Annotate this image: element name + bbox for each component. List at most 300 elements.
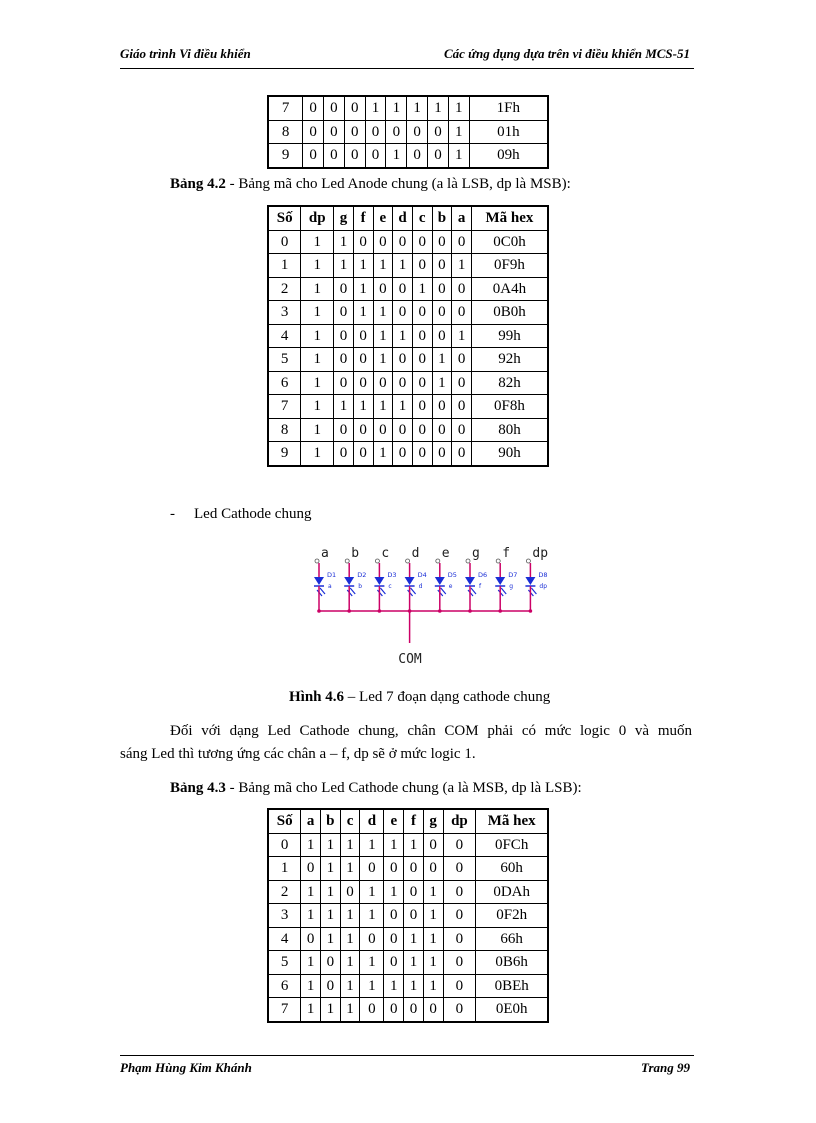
table-row bbox=[268, 230, 548, 254]
table-cell: 1 bbox=[373, 324, 393, 348]
table-cell: 90h bbox=[471, 442, 548, 466]
table-cell: 0 bbox=[407, 120, 428, 144]
table-cell: 0C0h bbox=[471, 230, 548, 254]
table-cell: 1 bbox=[384, 974, 404, 998]
table-cell: 1 bbox=[373, 301, 393, 325]
table-cell: 0 bbox=[384, 951, 404, 975]
table-4-2 bbox=[267, 205, 549, 467]
table-cell: 0 bbox=[365, 120, 386, 144]
table-cell: 0FCh bbox=[476, 833, 548, 857]
table-4-2-caption bbox=[170, 176, 571, 193]
bullet-dash: - bbox=[170, 506, 175, 522]
table-row bbox=[268, 974, 548, 998]
table-cell: 0F9h bbox=[471, 254, 548, 278]
table-row bbox=[268, 395, 548, 419]
diode-seg-label: dp bbox=[539, 583, 548, 590]
table-row bbox=[268, 96, 548, 120]
light-arrow bbox=[320, 588, 325, 594]
table-cell: 0B6h bbox=[476, 951, 548, 975]
table-cell: 1 bbox=[340, 951, 360, 975]
led-diode-icon bbox=[344, 577, 354, 585]
table-cell: 0 bbox=[432, 277, 452, 301]
led-diode-icon bbox=[495, 577, 505, 585]
figure-label: Hình 4.6 bbox=[289, 689, 345, 705]
table-row bbox=[268, 904, 548, 928]
table-cell: 1 bbox=[334, 254, 354, 278]
table-cell: 0 bbox=[393, 301, 413, 325]
table-cell: 1 bbox=[301, 371, 334, 395]
caption-text: - Bảng mã cho Led Cathode chung (a là MSB, dp là LSB): bbox=[225, 780, 582, 796]
table-cell: 0 bbox=[353, 230, 373, 254]
light-arrow bbox=[380, 588, 385, 594]
com-label: COM bbox=[398, 652, 422, 667]
table-cell: 8 bbox=[268, 120, 303, 144]
led-diode-icon bbox=[465, 577, 475, 585]
led-diode-icon bbox=[374, 577, 384, 585]
table-cell: 1 bbox=[268, 857, 301, 881]
table-cell: 0 bbox=[452, 301, 472, 325]
column-header: a bbox=[452, 206, 472, 230]
table-cell: 0 bbox=[344, 120, 365, 144]
table-cell: 0 bbox=[384, 904, 404, 928]
table-row bbox=[268, 998, 548, 1022]
figure-4-6-caption bbox=[289, 689, 550, 706]
table-cell: 0 bbox=[412, 254, 432, 278]
table-row bbox=[268, 254, 548, 278]
table-cell: 7 bbox=[268, 998, 301, 1022]
table-cell: 1 bbox=[432, 348, 452, 372]
table-cell: 1 bbox=[301, 348, 334, 372]
diode-ref: D3 bbox=[387, 571, 397, 579]
pin-label: a bbox=[321, 546, 329, 561]
table-cell: 80h bbox=[471, 418, 548, 442]
column-header: e bbox=[373, 206, 393, 230]
table-row bbox=[268, 120, 548, 144]
table-4-3-caption bbox=[170, 780, 582, 797]
page-footer bbox=[120, 1060, 694, 1080]
column-header: dp bbox=[443, 809, 476, 833]
light-arrow bbox=[501, 588, 506, 594]
table-cell: 3 bbox=[268, 904, 301, 928]
table-cell: 0 bbox=[412, 395, 432, 419]
table-cell: 09h bbox=[469, 144, 548, 168]
table-cell: 1 bbox=[301, 254, 334, 278]
table-cell: 0 bbox=[393, 418, 413, 442]
table-cell: 0 bbox=[428, 120, 449, 144]
table-cell: 1 bbox=[448, 144, 469, 168]
column-header: Số bbox=[268, 206, 301, 230]
table-cell: 1 bbox=[268, 254, 301, 278]
table-cell: 0 bbox=[373, 418, 393, 442]
table-cell: 0 bbox=[443, 904, 476, 928]
table-cell: 0 bbox=[384, 927, 404, 951]
table-cell: 1 bbox=[301, 418, 334, 442]
table-row bbox=[268, 301, 548, 325]
table-cell: 1 bbox=[423, 951, 443, 975]
table-cell: 0 bbox=[393, 442, 413, 466]
table-cell: 0 bbox=[432, 324, 452, 348]
table-cell: 0 bbox=[334, 348, 354, 372]
diode-seg-label: d bbox=[418, 583, 423, 590]
table-cell: 1 bbox=[360, 974, 384, 998]
table-row bbox=[268, 442, 548, 466]
diode-ref: D7 bbox=[508, 571, 518, 579]
junction-dot bbox=[378, 609, 382, 613]
pin-terminal bbox=[375, 559, 379, 563]
column-header: b bbox=[321, 809, 341, 833]
table-cell: 0 bbox=[344, 144, 365, 168]
column-header: e bbox=[384, 809, 404, 833]
table-cell: 0 bbox=[404, 857, 424, 881]
table-cell: 0 bbox=[423, 998, 443, 1022]
table-cell: 0 bbox=[407, 144, 428, 168]
table-cell: 0 bbox=[268, 833, 301, 857]
table-cell: 1 bbox=[448, 96, 469, 120]
table-cell: 0 bbox=[452, 277, 472, 301]
table-cell: 66h bbox=[476, 927, 548, 951]
table-header-row bbox=[268, 809, 548, 833]
table-cell: 1 bbox=[321, 904, 341, 928]
table-cell: 5 bbox=[268, 951, 301, 975]
table-cell: 1 bbox=[384, 833, 404, 857]
table-cell: 1 bbox=[301, 904, 321, 928]
table-cell: 9 bbox=[268, 144, 303, 168]
table-cell: 0 bbox=[443, 974, 476, 998]
table-cell: 1 bbox=[452, 324, 472, 348]
table-cell: 0 bbox=[412, 324, 432, 348]
table-cell: 0 bbox=[412, 442, 432, 466]
table-cell: 0 bbox=[373, 277, 393, 301]
table-header-row bbox=[268, 206, 548, 230]
table-cell: 1 bbox=[360, 951, 384, 975]
table-cell: 1 bbox=[393, 395, 413, 419]
diode-seg-label: c bbox=[388, 583, 392, 590]
table-cell: 1 bbox=[452, 254, 472, 278]
table-cell: 0 bbox=[432, 418, 452, 442]
table-cell: 0 bbox=[443, 951, 476, 975]
table-cell: 0 bbox=[303, 120, 324, 144]
pin-terminal bbox=[345, 559, 349, 563]
caption-text: - Bảng mã cho Led Anode chung (a là LSB, dp là MSB): bbox=[225, 176, 571, 192]
led-cathode-circuit bbox=[306, 543, 556, 669]
table-anode-continued bbox=[267, 95, 549, 169]
header-left: Giáo trình Vi điều khiển bbox=[120, 46, 251, 61]
column-header: c bbox=[412, 206, 432, 230]
table-row bbox=[268, 857, 548, 881]
diode-ref: D8 bbox=[538, 571, 548, 579]
table-cell: 0E0h bbox=[476, 998, 548, 1022]
table-cell: 1 bbox=[360, 880, 384, 904]
table-cell: 1 bbox=[423, 974, 443, 998]
table-cell: 0 bbox=[432, 395, 452, 419]
table-cell: 1 bbox=[301, 277, 334, 301]
table-cell: 82h bbox=[471, 371, 548, 395]
table-cell: 1 bbox=[404, 951, 424, 975]
column-header: Mã hex bbox=[476, 809, 548, 833]
table-4-3 bbox=[267, 808, 549, 1023]
table-cell: 1 bbox=[301, 880, 321, 904]
table-cell: 0 bbox=[321, 951, 341, 975]
pin-terminal bbox=[436, 559, 440, 563]
table-cell: 1 bbox=[386, 96, 407, 120]
table-row bbox=[268, 371, 548, 395]
table-cell: 1 bbox=[373, 254, 393, 278]
table-cell: 0 bbox=[404, 998, 424, 1022]
pin-terminal bbox=[315, 559, 319, 563]
table-row bbox=[268, 277, 548, 301]
pin-label: g bbox=[472, 546, 480, 561]
table-cell: 0 bbox=[452, 348, 472, 372]
table-cell: 0 bbox=[324, 144, 345, 168]
table-cell: 0 bbox=[452, 418, 472, 442]
diode-ref: D6 bbox=[478, 571, 488, 579]
table-cell: 1 bbox=[340, 833, 360, 857]
table-cell: 1 bbox=[321, 833, 341, 857]
table-cell: 1 bbox=[340, 998, 360, 1022]
table-cell: 0 bbox=[386, 120, 407, 144]
table-cell: 3 bbox=[268, 301, 301, 325]
column-header: d bbox=[393, 206, 413, 230]
diode-ref: D2 bbox=[357, 571, 367, 579]
table-cell: 1 bbox=[360, 833, 384, 857]
table-cell: 1 bbox=[393, 324, 413, 348]
pin-label: f bbox=[502, 546, 511, 561]
figure-text: – Led 7 đoạn dạng cathode chung bbox=[344, 689, 551, 705]
table-cell: 6 bbox=[268, 371, 301, 395]
table-cell: 0 bbox=[353, 442, 373, 466]
table-cell: 1 bbox=[386, 144, 407, 168]
table-cell: 1 bbox=[404, 927, 424, 951]
table-cell: 0 bbox=[384, 998, 404, 1022]
table-cell: 0BEh bbox=[476, 974, 548, 998]
table-cell: 2 bbox=[268, 880, 301, 904]
table-row bbox=[268, 348, 548, 372]
table-cell: 1 bbox=[301, 301, 334, 325]
table-cell: 0 bbox=[268, 230, 301, 254]
pin-label: e bbox=[441, 546, 450, 561]
table-cell: 0B0h bbox=[471, 301, 548, 325]
table-cell: 0 bbox=[423, 857, 443, 881]
table-cell: 1 bbox=[301, 324, 334, 348]
table-cell: 1 bbox=[301, 974, 321, 998]
light-arrow bbox=[471, 588, 476, 594]
table-cell: 0 bbox=[432, 254, 452, 278]
table-cell: 0 bbox=[393, 371, 413, 395]
table-cell: 1 bbox=[373, 442, 393, 466]
table-row bbox=[268, 951, 548, 975]
table-cell: 0 bbox=[301, 857, 321, 881]
column-header: dp bbox=[301, 206, 334, 230]
table-cell: 0 bbox=[303, 96, 324, 120]
table-cell: 0 bbox=[412, 418, 432, 442]
column-header: g bbox=[423, 809, 443, 833]
table-cell: 0 bbox=[432, 230, 452, 254]
table-cell: 0 bbox=[334, 301, 354, 325]
table-cell: 0 bbox=[334, 442, 354, 466]
table-cell: 1 bbox=[448, 120, 469, 144]
table-cell: 1 bbox=[404, 833, 424, 857]
table-cell: 1 bbox=[334, 395, 354, 419]
table-cell: 0A4h bbox=[471, 277, 548, 301]
bullet-led-cathode bbox=[170, 506, 311, 523]
light-arrow bbox=[531, 588, 536, 594]
light-arrow bbox=[350, 588, 355, 594]
table-cell: 0 bbox=[334, 418, 354, 442]
diode-ref: D5 bbox=[447, 571, 457, 579]
table-cell: 0 bbox=[432, 442, 452, 466]
table-cell: 1 bbox=[340, 857, 360, 881]
table-cell: 99h bbox=[471, 324, 548, 348]
table-cell: 7 bbox=[268, 395, 301, 419]
header-right: Các ứng dụng dựa trên vi điều khiển MCS-51 bbox=[443, 46, 690, 61]
led-diode-icon bbox=[435, 577, 445, 585]
pin-label: c bbox=[381, 546, 390, 561]
diode-seg-label: f bbox=[479, 583, 482, 590]
junction-dot bbox=[498, 609, 502, 613]
table-cell: 0 bbox=[404, 880, 424, 904]
diode-seg-label: e bbox=[448, 583, 453, 590]
page-number: Trang 99 bbox=[641, 1060, 690, 1075]
table-cell: 0 bbox=[443, 833, 476, 857]
table-cell: 1 bbox=[301, 442, 334, 466]
column-header: Mã hex bbox=[471, 206, 548, 230]
table-cell: 0 bbox=[340, 880, 360, 904]
table-cell: 9 bbox=[268, 442, 301, 466]
table-cell: 0 bbox=[393, 230, 413, 254]
table-cell: 0 bbox=[353, 371, 373, 395]
table-cell: 1 bbox=[301, 395, 334, 419]
table-row bbox=[268, 833, 548, 857]
table-cell: 0 bbox=[384, 857, 404, 881]
table-cell: 0 bbox=[393, 348, 413, 372]
junction-dot bbox=[408, 609, 412, 613]
table-cell: 1 bbox=[365, 96, 386, 120]
column-header: a bbox=[301, 809, 321, 833]
table-cell: 0 bbox=[452, 395, 472, 419]
table-cell: 0 bbox=[303, 144, 324, 168]
table-cell: 1 bbox=[423, 880, 443, 904]
footer-author: Phạm Hùng Kim Khánh bbox=[120, 1060, 252, 1075]
led-diode-icon bbox=[405, 577, 415, 585]
diode-ref: D1 bbox=[327, 571, 337, 579]
caption-label: Bảng 4.2 bbox=[170, 176, 226, 192]
table-cell: 0 bbox=[353, 418, 373, 442]
table-cell: 1 bbox=[353, 254, 373, 278]
paragraph-line-2: sáng Led thì tương ứng các chân a – f, dp sẽ ở mức logic 1. bbox=[120, 746, 476, 762]
table-cell: 0 bbox=[428, 144, 449, 168]
table-cell: 0F2h bbox=[476, 904, 548, 928]
column-header: f bbox=[353, 206, 373, 230]
table-cell: 0 bbox=[365, 144, 386, 168]
table-cell: 0 bbox=[321, 974, 341, 998]
table-cell: 4 bbox=[268, 927, 301, 951]
table-row bbox=[268, 880, 548, 904]
table-cell: 1 bbox=[321, 998, 341, 1022]
column-header: g bbox=[334, 206, 354, 230]
table-cell: 1 bbox=[301, 833, 321, 857]
table-cell: 0 bbox=[443, 998, 476, 1022]
table-cell: 1 bbox=[301, 951, 321, 975]
table-cell: 1 bbox=[407, 96, 428, 120]
table-cell: 0 bbox=[360, 927, 384, 951]
pin-label: dp bbox=[532, 546, 549, 561]
pin-terminal bbox=[466, 559, 470, 563]
junction-dot bbox=[529, 609, 533, 613]
table-row bbox=[268, 418, 548, 442]
table-cell: 0 bbox=[344, 96, 365, 120]
table-cell: 1 bbox=[373, 348, 393, 372]
table-cell: 0 bbox=[360, 857, 384, 881]
table-cell: 1 bbox=[353, 301, 373, 325]
body-paragraph bbox=[120, 720, 692, 766]
footer-rule bbox=[120, 1055, 694, 1056]
junction-dot bbox=[468, 609, 472, 613]
table-cell: 1 bbox=[423, 927, 443, 951]
table-cell: 0 bbox=[423, 833, 443, 857]
bullet-text: Led Cathode chung bbox=[194, 506, 312, 522]
table-cell: 0 bbox=[353, 348, 373, 372]
table-cell: 0 bbox=[452, 230, 472, 254]
diode-seg-label: g bbox=[509, 583, 514, 590]
paragraph-line-1: Đối với dạng Led Cathode chung, chân COM phải có mức logic 0 và muốn bbox=[170, 723, 692, 739]
column-header: c bbox=[340, 809, 360, 833]
table-cell: 1 bbox=[340, 927, 360, 951]
table-cell: 0 bbox=[412, 371, 432, 395]
table-cell: 92h bbox=[471, 348, 548, 372]
diode-seg-label: a bbox=[328, 583, 332, 590]
table-cell: 0 bbox=[324, 96, 345, 120]
table-cell: 0 bbox=[412, 230, 432, 254]
table-cell: 0 bbox=[443, 880, 476, 904]
table-cell: 0 bbox=[443, 927, 476, 951]
diode-seg-label: b bbox=[358, 583, 363, 590]
table-cell: 8 bbox=[268, 418, 301, 442]
table-cell: 0 bbox=[373, 230, 393, 254]
junction-dot bbox=[438, 609, 442, 613]
table-cell: 1Fh bbox=[469, 96, 548, 120]
table-cell: 0 bbox=[353, 324, 373, 348]
table-cell: 1 bbox=[384, 880, 404, 904]
column-header: Số bbox=[268, 809, 301, 833]
header-rule bbox=[120, 68, 694, 69]
table-cell: 0 bbox=[334, 324, 354, 348]
table-cell: 1 bbox=[353, 277, 373, 301]
table-cell: 0 bbox=[412, 301, 432, 325]
table-cell: 0 bbox=[393, 277, 413, 301]
table-cell: 1 bbox=[373, 395, 393, 419]
table-cell: 1 bbox=[393, 254, 413, 278]
table-cell: 0 bbox=[443, 857, 476, 881]
table-cell: 1 bbox=[412, 277, 432, 301]
table-cell: 60h bbox=[476, 857, 548, 881]
pin-terminal bbox=[496, 559, 500, 563]
light-arrow bbox=[411, 588, 416, 594]
table-cell: 0 bbox=[301, 927, 321, 951]
junction-dot bbox=[347, 609, 351, 613]
table-cell: 1 bbox=[432, 371, 452, 395]
table-cell: 0F8h bbox=[471, 395, 548, 419]
table-cell: 1 bbox=[353, 395, 373, 419]
table-cell: 0 bbox=[404, 904, 424, 928]
table-cell: 0 bbox=[452, 442, 472, 466]
table-cell: 1 bbox=[340, 904, 360, 928]
table-cell: 1 bbox=[404, 974, 424, 998]
column-header: d bbox=[360, 809, 384, 833]
table-cell: 1 bbox=[321, 927, 341, 951]
led-diode-icon bbox=[314, 577, 324, 585]
table-cell: 0 bbox=[334, 371, 354, 395]
table-cell: 0 bbox=[334, 277, 354, 301]
